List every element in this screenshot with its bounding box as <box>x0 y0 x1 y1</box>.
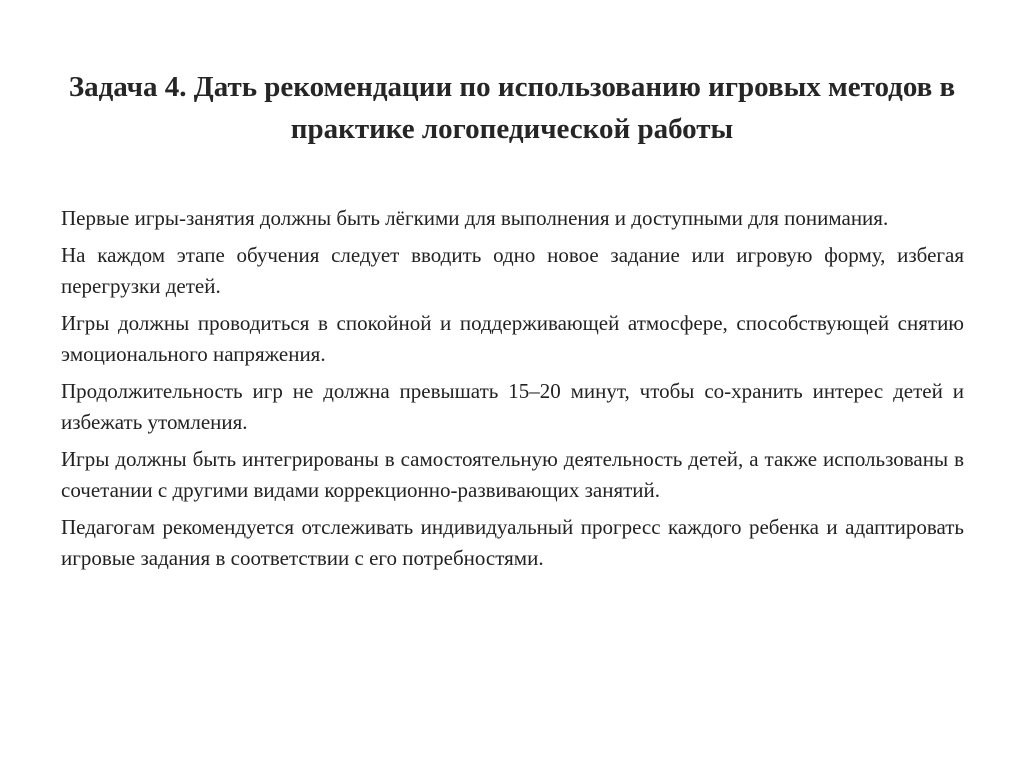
recommendation-item: Первые игры-занятия должны быть лёгкими для выполнения и доступными для понимания. <box>61 206 889 230</box>
recommendation-item: Игры должны быть интегрированы в самостоятельную деятельность детей, а также использованы в сочетании с другими видами коррекционно-развивающих занятий. <box>61 447 964 502</box>
recommendation-item: Педагогам рекомендуется отслеживать индивидуальный прогресс каждого ребенка и адаптировать игровые задания в соответствии с его потребностями. <box>61 515 964 570</box>
recommendation-item: Игры должны проводиться в спокойной и поддерживающей атмосфере, способствующей снятию эмоционального напряжения. <box>61 311 964 366</box>
recommendation-item: На каждом этапе обучения следует вводить одно новое задание или игровую форму, избегая перегрузки детей. <box>61 243 964 298</box>
recommendations-list <box>61 203 964 580</box>
slide-title: Задача 4. Дать рекомендации по использованию игровых методов в практике логопедической работы <box>68 71 956 145</box>
recommendation-item: Продолжительность игр не должна превышать 15–20 минут, чтобы со-хранить интерес детей и избежать утомления. <box>61 379 964 434</box>
